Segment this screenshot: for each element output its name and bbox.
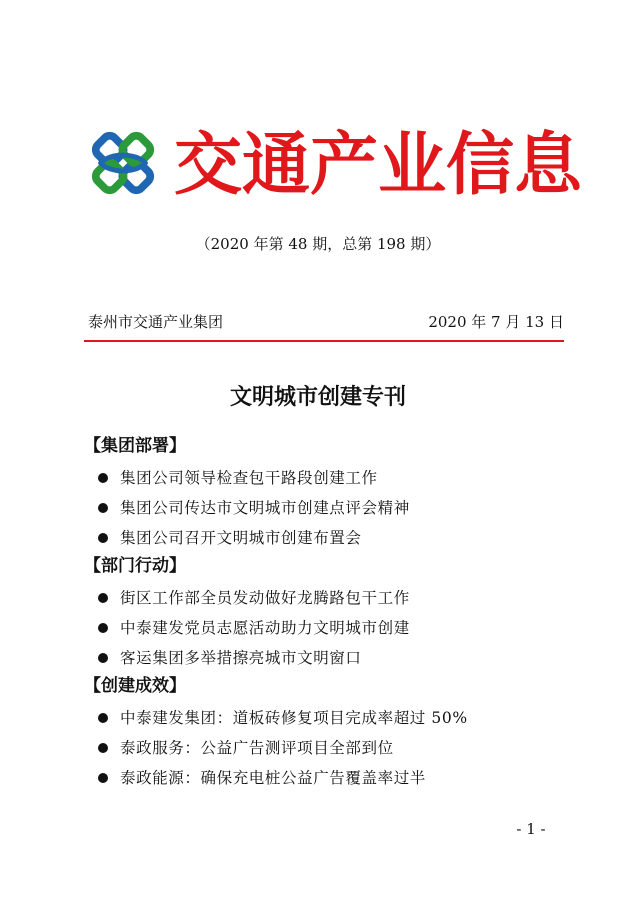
issue-line: （2020 年第 48 期，总第 198 期） [195,235,441,253]
publisher-name: 泰州市交通产业集团 [88,313,224,331]
masthead [88,122,583,208]
list-item-text: 中泰建发党员志愿活动助力文明城市创建 [120,619,410,637]
bullet-icon [98,653,108,663]
list-item [84,583,564,613]
list-item [84,763,564,793]
section-group-deployment [84,433,564,553]
bullet-icon [98,713,108,723]
bullet-icon [98,593,108,603]
list-item [84,493,564,523]
contents-list [84,433,564,793]
red-divider [84,340,564,342]
list-item-text: 集团公司领导检查包干路段创建工作 [120,469,378,487]
bullet-icon [98,743,108,753]
list-item [84,733,564,763]
publication-meta [88,311,564,333]
section-creation-results [84,673,564,793]
list-item-text: 泰政服务：公益广告测评项目全部到位 [120,739,394,757]
section-department-action [84,553,564,673]
bullet-icon [98,533,108,543]
list-item-text: 街区工作部全员发动做好龙腾路包干工作 [120,589,410,607]
section-heading: 【集团部署】 [84,436,186,456]
special-edition-title: 文明城市创建专刊 [229,384,406,410]
section-heading: 【创建成效】 [84,676,186,696]
bullet-icon [98,623,108,633]
list-item-text: 中泰建发集团：道板砖修复项目完成率超过 50% [120,709,468,727]
list-item-text: 集团公司传达市文明城市创建点评会精神 [120,499,410,517]
publication-title: 交通产业信息 [174,125,583,205]
list-item [84,463,564,493]
interlocking-knot-logo [88,128,158,198]
bullet-icon [98,503,108,513]
list-item [84,643,564,673]
list-item-text: 泰政能源：确保充电桩公益广告覆盖率过半 [120,769,426,787]
list-item [84,613,564,643]
publication-date: 2020 年 7 月 13 日 [428,313,564,331]
list-item [84,523,564,553]
list-item-text: 集团公司召开文明城市创建布置会 [120,529,362,547]
list-item-text: 客运集团多举措擦亮城市文明窗口 [120,649,362,667]
list-item [84,703,564,733]
page-number: - 1 - [516,820,546,838]
bullet-icon [98,473,108,483]
bullet-icon [98,773,108,783]
section-heading: 【部门行动】 [84,556,186,576]
